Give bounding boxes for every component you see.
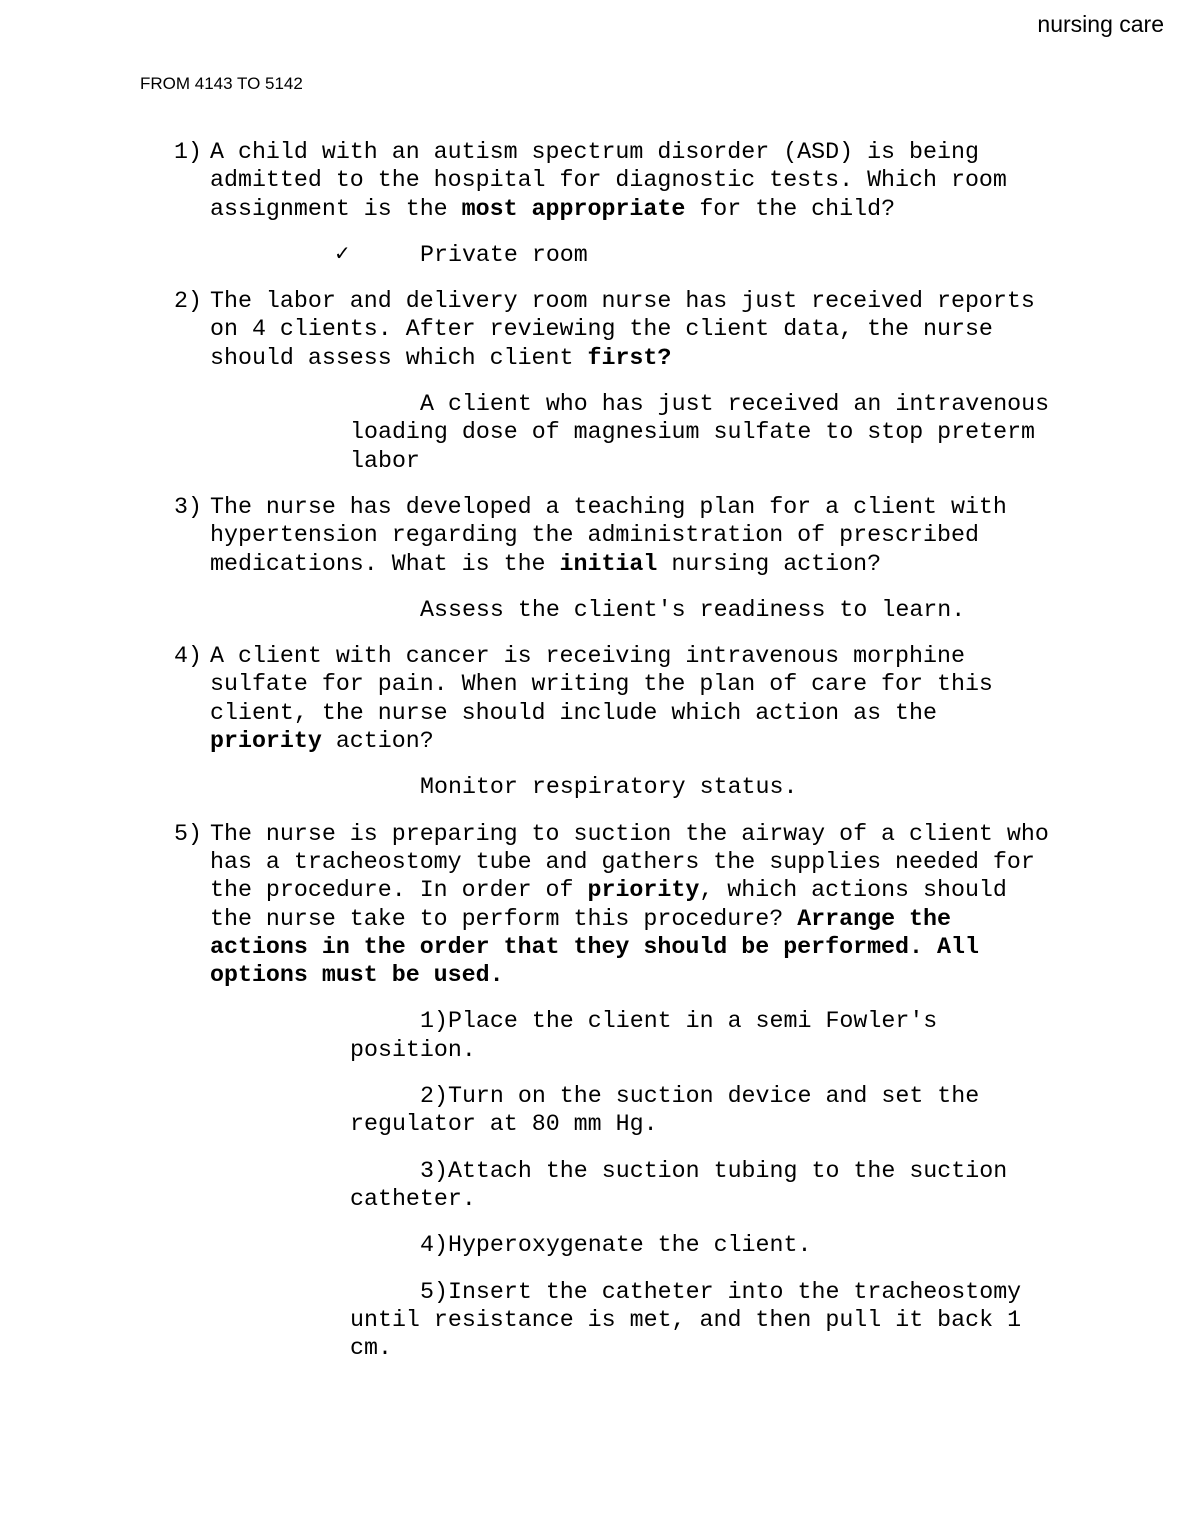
question-list	[0, 138, 1190, 1380]
step-number: 1)	[420, 1008, 448, 1035]
step-text: Insert the catheter into the tracheostomy until resistance is met, and then pull it back 1 cm.	[350, 1278, 1022, 1362]
question-text: The labor and delivery room nurse has just received reports on 4 clients. After reviewing the client data, the nurse should assess which client	[210, 288, 1035, 371]
question-text: The nurse has developed a teaching plan for a client with hypertension regarding the administration of prescribed medications. What is the	[210, 493, 1007, 577]
question-range: FROM 4143 TO 5142	[140, 74, 303, 93]
answer-5-step-1	[0, 1007, 1060, 1064]
question-emphasis: initial	[559, 550, 658, 577]
question-4	[0, 642, 1060, 755]
checkmark-icon	[0, 1276, 1, 1304]
question-3	[0, 493, 1060, 578]
step-number: 4)	[420, 1232, 448, 1259]
question-text-end: for the child?	[685, 195, 896, 222]
step-number: 2)	[420, 1083, 448, 1110]
question-text: A child with an autism spectrum disorder (ASD) is being admitted to the hospital for diagnostic tests. Which room assignment is the	[210, 139, 1007, 222]
question-emphasis: priority	[587, 877, 700, 904]
question-number: 4)	[174, 643, 202, 670]
question-text-middle: , which actions should the nurse take to perform this procedure?	[210, 877, 1007, 932]
step-text: Hyperoxygenate the client.	[447, 1232, 812, 1259]
step-text: Turn on the suction device and set the regulator at 80 mm Hg.	[350, 1083, 980, 1138]
question-5	[0, 820, 1060, 990]
answer-text: A client who has just received an intravenous loading dose of magnesium sulfate to stop preterm labor	[350, 391, 1050, 474]
answer-5-step-2	[0, 1082, 1060, 1139]
question-number: 3)	[174, 493, 202, 520]
checkmark-icon	[0, 1155, 1, 1183]
checkmark-icon	[0, 1005, 1, 1033]
question-1	[0, 138, 1060, 223]
answer-5-step-5	[0, 1278, 1060, 1363]
question-text-end: nursing action?	[657, 550, 882, 577]
answer-2	[0, 390, 1060, 475]
question-number: 5)	[174, 820, 202, 847]
step-number: 5)	[420, 1278, 448, 1305]
question-number: 1)	[174, 139, 202, 165]
question-text: The nurse is preparing to suction the airway of a client who has a tracheostomy tube and gathers the supplies needed for the procedure. In order of	[210, 820, 1049, 904]
answer-text: Assess the client's readiness to learn.	[420, 596, 966, 623]
checkmark-icon: ✓	[334, 240, 351, 265]
answer-4	[0, 773, 1060, 801]
question-instruction: Arrange the actions in the order that they should be performed. All options must be used.	[210, 905, 979, 989]
question-emphasis: most appropriate	[461, 195, 686, 222]
question-number: 2)	[174, 288, 202, 315]
question-text: A client with cancer is receiving intravenous morphine sulfate for pain. When writing the plan of care for this client, the nurse should include which action as the	[210, 643, 993, 726]
answer-3	[0, 596, 1060, 624]
step-number: 3)	[420, 1157, 448, 1184]
question-emphasis: first?	[587, 344, 672, 371]
question-text-end: action?	[321, 728, 434, 755]
answer-text: Private room	[420, 241, 588, 268]
document-title: nursing care	[1037, 11, 1164, 37]
question-2	[0, 287, 1060, 372]
checkmark-icon	[0, 1080, 1, 1108]
checkmark-icon	[0, 388, 1, 416]
answer-text: Monitor respiratory status.	[420, 774, 798, 801]
answer-5-step-3	[0, 1157, 1060, 1214]
answer-1	[0, 241, 1060, 269]
answer-5-step-4	[0, 1231, 1060, 1259]
step-text: Place the client in a semi Fowler's position.	[350, 1008, 938, 1063]
step-text: Attach the suction tubing to the suction catheter.	[350, 1157, 1008, 1212]
question-emphasis: priority	[210, 728, 322, 755]
checkmark-icon	[0, 1229, 1, 1257]
